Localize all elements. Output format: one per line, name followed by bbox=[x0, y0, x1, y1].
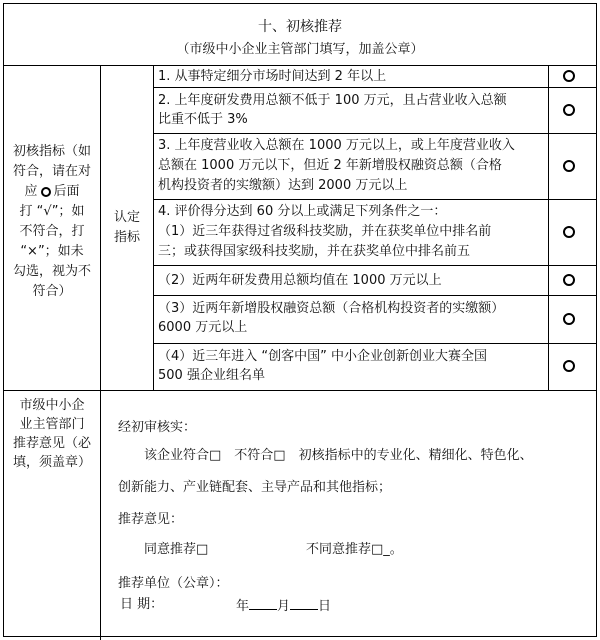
criterion-2-checkbox-icon[interactable] bbox=[563, 104, 575, 116]
mid-header bbox=[101, 208, 153, 248]
left-header-line: 勾选，视为不 bbox=[12, 264, 91, 279]
section-subtitle: （市级中小企业主管部门填写，加盖公章） bbox=[176, 42, 424, 57]
col-divider bbox=[548, 65, 549, 390]
month-blank[interactable] bbox=[249, 595, 277, 610]
criterion-4-2-checkbox-icon[interactable] bbox=[563, 274, 575, 286]
row-divider bbox=[153, 87, 597, 88]
date-label: 日 期： bbox=[120, 597, 164, 612]
criterion-1-checkbox-icon[interactable] bbox=[563, 70, 575, 82]
mid-header-line: 认定 bbox=[113, 210, 140, 225]
row-divider bbox=[3, 65, 597, 66]
day-label: 日 bbox=[318, 599, 332, 614]
row-divider bbox=[153, 133, 597, 134]
criterion-4-3-checkbox-icon[interactable] bbox=[563, 313, 575, 325]
left-header-line: “×”；如未 bbox=[20, 244, 84, 259]
col-divider bbox=[100, 65, 101, 640]
month-label: 月 bbox=[277, 599, 291, 614]
criterion-4-3: （3）近两年新增股权融资总额（合格机构投资者的实缴额） 6000 万元以上 bbox=[158, 301, 505, 335]
left-header-line: 符合） bbox=[32, 284, 72, 299]
date-row bbox=[120, 595, 163, 614]
circle-icon bbox=[41, 187, 51, 197]
left-header-line: 初核指标（如 bbox=[12, 144, 91, 159]
opinion-label: 推荐意见： bbox=[118, 512, 184, 527]
left-header-line: 应 后面 bbox=[24, 184, 80, 199]
row-divider bbox=[153, 199, 597, 200]
criterion-4-4: （4）近三年进入 “创客中国” 中小企业创新创业大赛全国 500 强企业组名单 bbox=[158, 349, 488, 383]
criterion-4-1-checkbox-icon[interactable] bbox=[563, 226, 575, 238]
review-heading: 经初审核实： bbox=[118, 420, 197, 435]
unit-label: 推荐单位（公章）： bbox=[118, 576, 229, 591]
criterion-2: 2. 上年度研发费用总额不低于 100 万元，且占营业收入总额 比重不低于 3% bbox=[158, 93, 507, 127]
row-divider bbox=[153, 295, 597, 296]
agree-option[interactable]: 同意推荐□ bbox=[144, 542, 209, 557]
criterion-4-4-checkbox-icon[interactable] bbox=[563, 360, 575, 372]
date-fields bbox=[236, 595, 331, 616]
row-divider bbox=[153, 343, 597, 344]
criterion-4-2: （2）近两年研发费用总额均值在 1000 万元以上 bbox=[158, 273, 442, 288]
section-title: 十、初核推荐 bbox=[258, 19, 342, 35]
criterion-4: 4. 评价得分达到 60 分以上或满足下列条件之一： （1）近三年获得过省级科技奖励，并在获奖单位中排名前 三；或获得国家级科技奖励，并在获奖单位中排名前五 bbox=[158, 204, 492, 259]
criterion-3: 3. 上年度营业收入总额在 1000 万元以上，或上年度营业收入 总额在 1000 万元以下，但近 2 年新增股权融资总额（合格 机构投资者的实缴额）达到 2000 万元以上 bbox=[158, 138, 515, 193]
row-divider bbox=[153, 265, 597, 266]
left-header-line: 不符合，打 bbox=[19, 224, 85, 239]
year-label: 年 bbox=[236, 599, 250, 614]
row-divider bbox=[3, 390, 597, 391]
bottom-left-label: 市级中小企 业主管部门 推荐意见（必 填，须盖章） bbox=[12, 398, 91, 470]
day-blank[interactable] bbox=[290, 595, 318, 610]
review-line-1: 该企业符合□ 不符合□ 初核指标中的专业化、精细化、特色化、 bbox=[144, 448, 533, 463]
left-header bbox=[4, 142, 100, 302]
left-header-line: 符合，请在对 bbox=[12, 164, 91, 179]
left-header-line: 打 “√”；如 bbox=[19, 204, 85, 219]
criterion-1: 1. 从事特定细分市场时间达到 2 年以上 bbox=[158, 69, 387, 84]
col-divider bbox=[153, 65, 154, 390]
disagree-option[interactable]: 不同意推荐□_。 bbox=[306, 542, 403, 557]
criterion-3-checkbox-icon[interactable] bbox=[563, 160, 575, 172]
mid-header-line: 指标 bbox=[113, 230, 140, 245]
review-line-2: 创新能力、产业链配套、主导产品和其他指标； bbox=[118, 480, 392, 495]
